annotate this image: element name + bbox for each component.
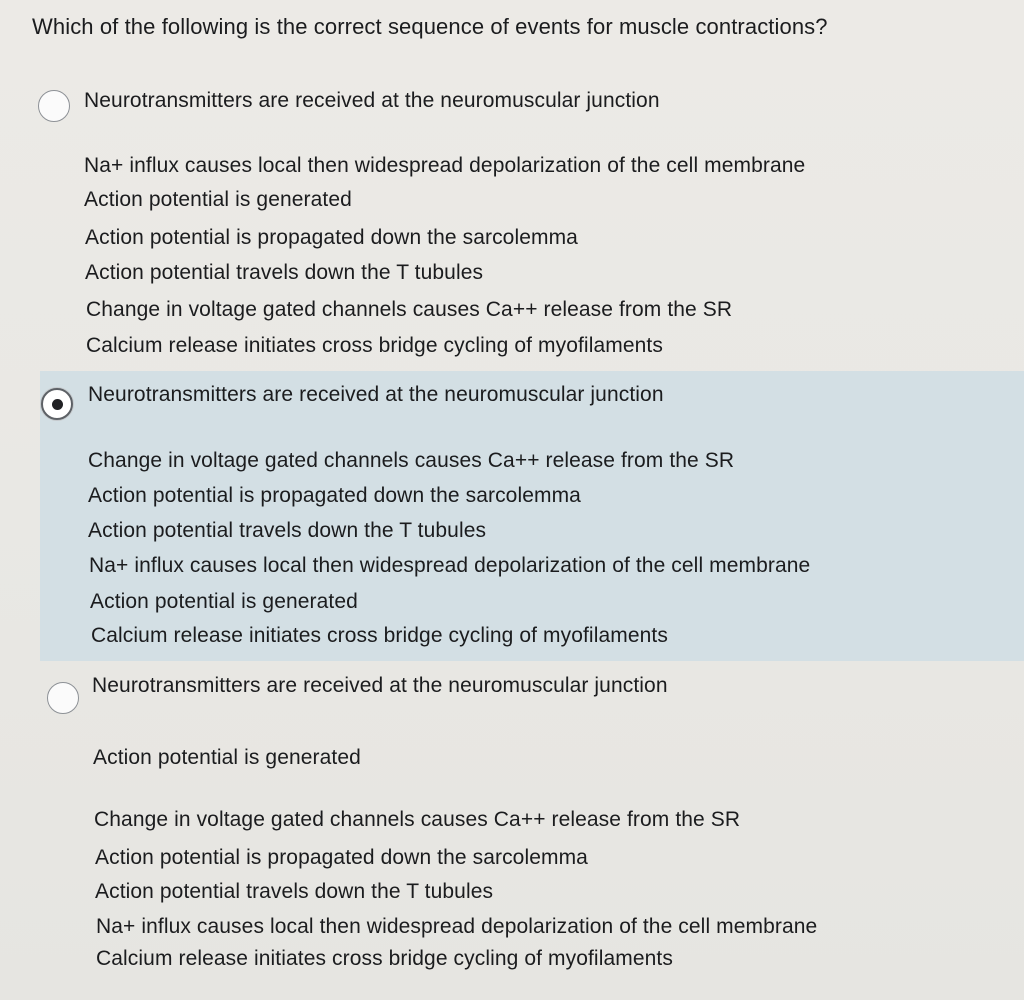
option-3-line-7: Calcium release initiates cross bridge cycling of myofilaments (96, 947, 673, 970)
option-2-line-7: Calcium release initiates cross bridge cycling of myofilaments (91, 624, 668, 647)
option-3-line-5: Action potential travels down the T tubules (95, 880, 494, 903)
option-1-line-5: Action potential travels down the T tubules (85, 261, 484, 284)
option-2-line-4: Action potential travels down the T tubules (88, 519, 487, 542)
radio-selected-dot-icon (52, 399, 63, 410)
option-2-line-6: Action potential is generated (90, 590, 358, 613)
option-2-line-2: Change in voltage gated channels causes Ca++ release from the SR (88, 449, 735, 472)
option-1-line-2: Na+ influx causes local then widespread depolarization of the cell membrane (84, 154, 806, 177)
option-1-line-1: Neurotransmitters are received at the neuromuscular junction (84, 89, 660, 112)
option-3-line-2: Action potential is generated (93, 746, 361, 769)
option-2-line-1: Neurotransmitters are received at the neuromuscular junction (88, 383, 664, 406)
option-2-line-5: Na+ influx causes local then widespread depolarization of the cell membrane (89, 554, 811, 577)
radio-button-option-1[interactable] (38, 90, 70, 122)
question-text: Which of the following is the correct sequence of events for muscle contractions? (32, 14, 828, 39)
option-2-line-3: Action potential is propagated down the sarcolemma (88, 484, 581, 507)
option-3-line-6: Na+ influx causes local then widespread depolarization of the cell membrane (96, 915, 818, 938)
radio-button-option-3[interactable] (47, 682, 79, 714)
option-1-line-3: Action potential is generated (84, 188, 352, 211)
option-1-line-4: Action potential is propagated down the sarcolemma (85, 226, 578, 249)
answer-option-2-selected[interactable] (40, 371, 1024, 661)
option-3-line-3: Change in voltage gated channels causes Ca++ release from the SR (94, 808, 741, 831)
option-1-line-6: Change in voltage gated channels causes Ca++ release from the SR (86, 298, 733, 321)
answer-option-1[interactable] (0, 80, 1024, 370)
option-3-line-4: Action potential is propagated down the sarcolemma (95, 846, 588, 869)
answer-option-3[interactable] (0, 662, 1024, 992)
option-3-line-1: Neurotransmitters are received at the neuromuscular junction (92, 674, 668, 697)
radio-button-option-2[interactable] (41, 388, 73, 420)
option-1-line-7: Calcium release initiates cross bridge cycling of myofilaments (86, 334, 663, 357)
